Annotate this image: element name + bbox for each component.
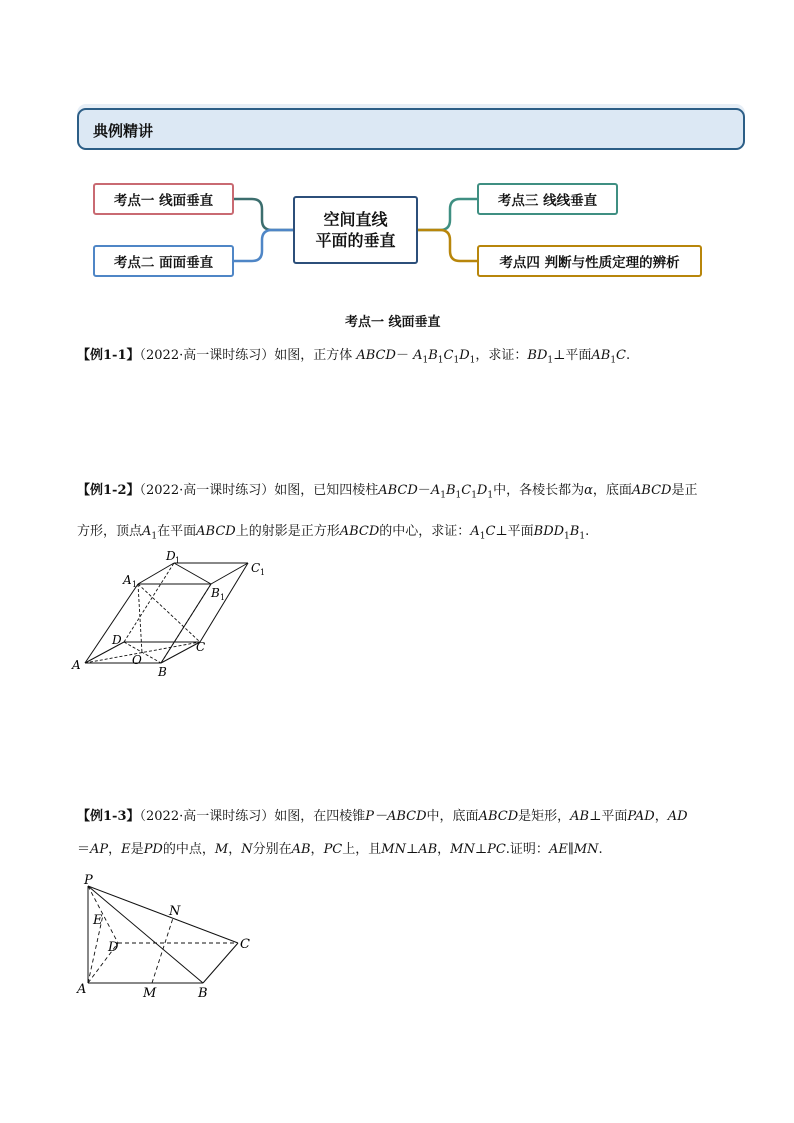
ex12-line2c: 上的射影是正方形 (235, 524, 340, 539)
ex11-tag: 【例1-1】 (77, 348, 140, 363)
ex13-pc2: PC (487, 842, 506, 857)
ex13-pyramid: P－ABCD (365, 809, 427, 824)
ex12-d: D (476, 483, 488, 498)
fig12-label-c1: C (251, 561, 261, 575)
ex12-line1d: 是正 (671, 483, 698, 498)
ex12-sub: 1 (471, 490, 477, 501)
center-line2: 平面的垂直 (315, 231, 396, 250)
ex11-plane: 平面 (565, 348, 592, 363)
fig12-label-c: C (196, 640, 206, 654)
point3-label: 考点三 线线垂直 (497, 193, 598, 209)
ex12-abcd2: ABCD (631, 483, 672, 498)
fig13-label-b: B (198, 986, 208, 1001)
fig12-sub-b1: 1 (220, 593, 226, 602)
point1-label: 考点一 线面垂直 (113, 193, 214, 209)
ex11-solid: ABCD (356, 348, 396, 363)
ex12-end: . (585, 524, 590, 539)
fig12-label-a1: A (123, 573, 132, 587)
ex12-sub: 1 (579, 531, 586, 542)
figure-prism (68, 545, 278, 685)
fig12-label-d1: D (166, 549, 176, 563)
ex13-ab: AB (570, 809, 590, 824)
ex13-line2d: 分别在 (252, 842, 292, 857)
ex12-abcd4: ABCD (339, 524, 380, 539)
ex11-text2: ，求证： (475, 348, 528, 363)
ex13-n: N (241, 842, 253, 857)
ex11-a: A (413, 348, 423, 363)
ex12-tag: 【例1-2】 (77, 483, 140, 498)
ex12-sub: 1 (487, 490, 494, 501)
edge-aa1 (85, 584, 138, 663)
dashed-db (124, 642, 161, 663)
ex13-dot: . (598, 842, 603, 857)
ex12-line1c: ，底面 (592, 483, 632, 498)
fig12-label-b: B (158, 665, 167, 679)
mindmap-point4 (477, 245, 702, 277)
ex12-c2: C (485, 524, 496, 539)
ex11-b: B (428, 348, 438, 363)
ex13-par: ∥ (567, 842, 574, 857)
edge-a1d1 (138, 563, 174, 584)
point2-label: 考点二 面面垂直 (113, 255, 214, 271)
fig12-label-o: O (132, 653, 142, 667)
ex13-line2a: ＝ (77, 842, 91, 857)
ex13-mn2: MN (450, 842, 475, 857)
example-1-2-line1 (77, 481, 697, 506)
ex11-dash: － (395, 348, 409, 363)
ex12-source: （2022·高一课时练习） (139, 483, 275, 498)
ex13-perp2: ⊥ (405, 842, 419, 857)
fig12-label-a: A (72, 658, 81, 672)
ex11-end: . (626, 348, 631, 363)
ex13-comma5: ， (437, 842, 451, 857)
ex13-ab2: AB (291, 842, 311, 857)
ex11-sub: 1 (469, 355, 476, 366)
fig12-label-b1: B (211, 586, 220, 600)
ex11-sub: 1 (610, 355, 617, 366)
example-1-3-line1 (77, 807, 688, 827)
point4-label: 考点四 判断与性质定理的辨析 (499, 255, 680, 271)
ex12-sub: 1 (479, 531, 486, 542)
dashed-a1c (138, 584, 200, 642)
ex13-line1c: 是矩形， (518, 809, 571, 824)
edge-bc (203, 943, 238, 983)
fig12-sub-d1: 1 (175, 556, 181, 565)
ex12-abcd3: ABCD (196, 524, 236, 539)
ex13-line2b: 是 (130, 842, 144, 857)
ex13-comma4: ， (310, 842, 324, 857)
ex12-line1a: 如图，已知四棱柱 (274, 483, 379, 498)
ex12-a1: A (142, 524, 152, 539)
fig12-label-d: D (112, 633, 122, 647)
ex11-c: C (443, 348, 454, 363)
ex13-ap: AP (90, 842, 109, 857)
fig13-label-d: D (108, 940, 119, 955)
ex11-bd: BD (527, 348, 548, 363)
ex12-line2a: 方形，顶点 (77, 524, 143, 539)
ex11-source: （2022·高一课时练习） (139, 348, 275, 363)
ex12-sub: 1 (151, 531, 158, 542)
edge-pb (88, 886, 203, 983)
ex11-c2: C (616, 348, 626, 363)
ex11-sub: 1 (422, 355, 429, 366)
ex12-sub: 1 (564, 531, 570, 542)
ex13-pd: PD (143, 842, 163, 857)
ex12-line1b: 中，各棱长都为 (493, 483, 585, 498)
ex11-perp: ⊥ (553, 348, 566, 363)
ex12-abcd: ABCD (378, 483, 418, 498)
ex13-pad: PAD (627, 809, 655, 824)
ex13-ae: AE (548, 842, 568, 857)
ex11-text1: 如图，正方体 (274, 348, 353, 363)
ex13-line2c: 的中点， (162, 842, 215, 857)
banner-title: 典例精讲 (93, 122, 154, 140)
ex13-line1b: 中，底面 (426, 809, 479, 824)
ex12-line2e: 平面 (507, 524, 534, 539)
fig13-label-p: P (84, 873, 93, 888)
ex13-line1d: 平面 (601, 809, 628, 824)
dashed-mn (152, 918, 173, 983)
fig13-label-n: N (169, 904, 181, 919)
ex13-mn3: MN (573, 842, 599, 857)
ex12-a: A (430, 483, 441, 498)
ex12-line2d: 的中心，求证： (379, 524, 471, 539)
ex12-a1c: A (470, 524, 480, 539)
edge-d1b1 (174, 563, 211, 584)
center-line1: 空间直线 (323, 210, 388, 229)
ex13-comma3: ， (228, 842, 242, 857)
ex13-line1a: 如图，在四棱锥 (274, 809, 366, 824)
ex11-sub: 1 (437, 355, 444, 366)
ex12-c: C (461, 483, 472, 498)
ex13-abcd: ABCD (478, 809, 519, 824)
mindmap-point3 (477, 183, 618, 215)
ex12-line2b: 在平面 (157, 524, 197, 539)
ex13-ab3: AB (418, 842, 438, 857)
ex13-e: E (121, 842, 131, 857)
ex11-sub: 1 (547, 355, 554, 366)
edge-b1c1 (211, 563, 248, 584)
fig13-label-a: A (77, 982, 87, 997)
example-1-2-line2 (77, 522, 589, 547)
edge-pc (88, 886, 238, 943)
ex13-mn: MN (381, 842, 406, 857)
mindmap-point2 (93, 245, 234, 277)
ex13-comma: ， (654, 809, 668, 824)
example-1-3-line2 (77, 840, 603, 860)
mindmap-center (293, 196, 418, 264)
ex13-tag: 【例1-3】 (77, 809, 140, 824)
ex13-ad: AD (667, 809, 688, 824)
figure-pyramid (70, 870, 270, 1005)
fig13-label-m: M (143, 986, 157, 1001)
ex13-pc: PC (323, 842, 343, 857)
fig13-label-e: E (93, 913, 103, 928)
ex13-m: M (214, 842, 229, 857)
ex11-sub: 1 (453, 355, 460, 366)
ex12-dash: － (417, 483, 431, 498)
fig13-label-c: C (240, 937, 250, 952)
ex12-b1: B (569, 524, 580, 539)
ex12-alpha: α (584, 483, 593, 498)
ex12-b: B (445, 483, 456, 498)
ex13-source: （2022·高一课时练习） (139, 809, 275, 824)
ex13-line2f: .证明： (505, 842, 549, 857)
ex12-sub: 1 (455, 490, 462, 501)
fig12-sub-a1: 1 (132, 580, 138, 589)
ex11-d: D (459, 348, 470, 363)
edge-cc1 (200, 563, 248, 642)
ex13-comma2: ， (108, 842, 122, 857)
ex13-perp3: ⊥ (474, 842, 488, 857)
example-1-1 (77, 346, 630, 371)
ex11-ab: AB (591, 348, 611, 363)
fig12-sub-c1: 1 (260, 568, 266, 577)
ex12-sub: 1 (440, 490, 446, 501)
ex12-bdd: BDD (533, 524, 565, 539)
ex12-perp: ⊥ (495, 524, 508, 539)
ex13-line2e: 上，且 (342, 842, 382, 857)
mindmap-point1 (93, 183, 234, 215)
ex13-perp: ⊥ (589, 809, 602, 824)
section1-heading: 考点一 线面垂直 (345, 315, 441, 330)
